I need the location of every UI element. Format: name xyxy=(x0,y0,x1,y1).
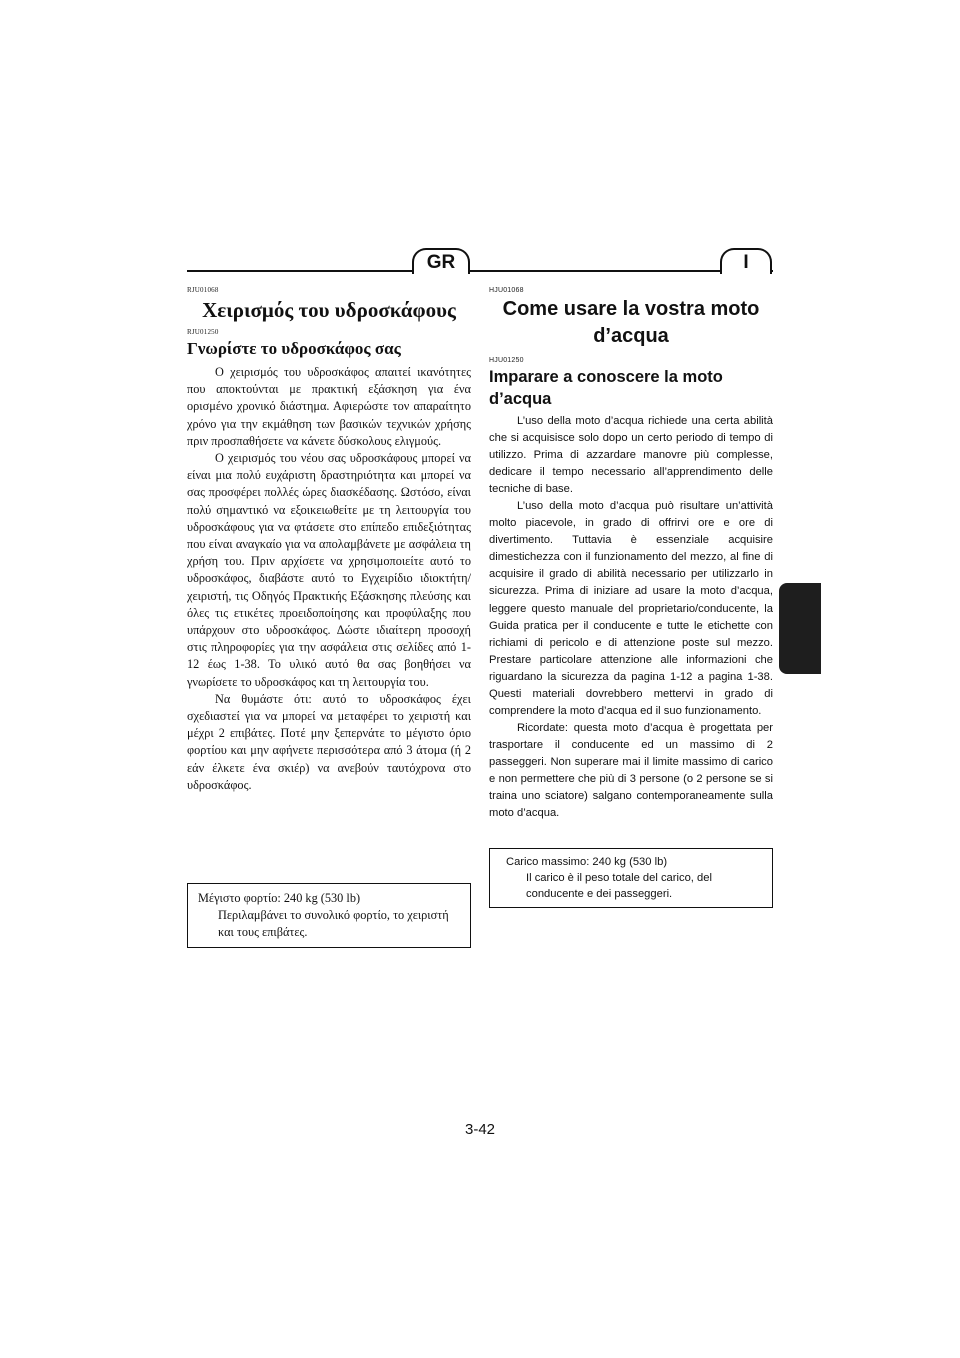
section-code: HJU01068 xyxy=(489,287,524,294)
paragraph: Ο χειρισμός του νέου σας υδροσκάφους μπορεί να είναι μια πολύ ευχάριστη δραστηριότητα και μπορεί να σας προσφέρει πολλές ώρες διασκέδασης. Ωστόσο, είναι πολύ σημαντικό να εξοικειωθείτε με τη λειτουργία του υδροσκάφους για να φτάσετε στο επίπεδο επιδεξιότητας που είναι αναγκαίο για να απολαμβάνετε με ασφάλεια τη χρήση του. Πριν αρχίσετε να χρησιμοποιείτε αυτό το υδροσκάφος, διαβάστε αυτό το Εγχειρίδιο ιδιοκτήτη/χειριστή, τις Οδηγός Πρακτικής Εξάσκησης πλεύσης και όλες τις ετικέτες προειδοποίησης και προφύλαξης που υπάρχουν στο υδροσκάφος. Δώστε ιδιαίτερη προσοχή στις πληροφορίες για την ασφάλεια στις σελίδες από 1-12 έως 1-38. Το υλικό αυτό θα σας βοηθήσει να γνωρίσετε το υδροσκάφος και τη λειτουργία του. xyxy=(187,451,471,689)
paragraph: L’uso della moto d’acqua richiede una certa abilità che si acquisisce solo dopo un certo periodo di tempo di utilizzo. Prima di azzardare manovre più complesse, dedicare il tempo necessario all’apprendimento delle tecniche di base. xyxy=(489,415,773,496)
max-load-box-it xyxy=(489,848,773,908)
max-load-box-gr xyxy=(187,883,471,948)
max-load-note: Il carico è il peso totale del carico, del conducente e dei passeggeri. xyxy=(526,872,712,900)
section-code: RJU01068 xyxy=(187,286,219,294)
subsection-code: RJU01250 xyxy=(187,328,219,336)
greek-column xyxy=(187,286,471,794)
subsection-title: Imparare a conoscere la moto d’acqua xyxy=(489,368,723,408)
section-title: Χειρισμός του υδροσκάφους xyxy=(202,298,456,322)
max-load-note: Περιλαμβάνει το συνολικό φορτίο, το χειριστή και τους επιβάτες. xyxy=(218,908,449,939)
subsection-code: HJU01250 xyxy=(489,357,524,364)
max-load-label: Carico massimo: 240 kg (530 lb) xyxy=(506,856,668,868)
header-rule xyxy=(187,270,773,272)
language-badge-gr: GR xyxy=(412,248,470,274)
paragraph: L’uso della moto d’acqua può risultare un’attività molto piacevole, in grado di offrirvi ore e ore di divertimento. Tuttavia è essenziale acquisire dimestichezza con il funzionamento del mezzo, al fine di acquisire il grado di abilità necessario per utilizzarlo in sicurezza. Prima di iniziare ad usare la moto d’acqua, leggere questo manuale del proprietario/conducente, la Guida pratica per il conducente e tutte le etichette con richiami di pericolo e di attenzione poste sul mezzo. Prestare particolare attenzione alle informazioni che riguardano la sicurezza da pagina 1-12 a pagina 1-38. Questi materiali dovrebbero mettervi in grado di comprendere la moto d’acqua ed il suo funzionamento. xyxy=(489,500,773,717)
section-title: Come usare la vostra moto d’acqua xyxy=(502,298,760,347)
paragraph: Ricordate: questa moto d’acqua è progettata per trasportare il conducente ed un massimo di 2 passeggeri. Non superare mai il limite massimo di carico e non permettere che più di 3 persone (o 2 persone se si traina uno sciatore) salgano contemporaneamente sulla moto d’acqua. xyxy=(489,721,773,820)
subsection-title: Γνωρίστε το υδροσκάφος σας xyxy=(187,339,401,358)
chapter-tab-marker xyxy=(779,583,821,674)
italian-column xyxy=(489,286,773,822)
language-badge-it: I xyxy=(720,248,772,274)
paragraph: Να θυμάστε ότι: αυτό το υδροσκάφος έχει σχεδιαστεί για να μπορεί να μεταφέρει το χειριστή και μέχρι 2 επιβάτες. Ποτέ μην ξεπερνάτε το μέγιστο όριο φορτίου και μην αφήνετε περισσότερα από 3 άτομα (ή 2 εάν έλκετε ένα σκιέρ) να ανεβούν ταυτόχρονα στο υδροσκάφος. xyxy=(187,691,471,792)
page-number: 3-42 xyxy=(464,1121,496,1138)
paragraph: Ο χειρισμός του υδροσκάφος απαιτεί ικανότητες που αποκτούνται με πρακτική εξάσκηση για ένα ορισμένο χρονικό διάστημα. Αφιερώστε τον απαραίτητο χρόνο για την εκμάθηση των βασικών τεχνικών χρήσης πριν προσπαθήσετε να κάνετε δύσκολους ελιγμούς. xyxy=(187,365,471,448)
max-load-label: Μέγιστο φορτίο: 240 kg (530 lb) xyxy=(198,891,361,905)
